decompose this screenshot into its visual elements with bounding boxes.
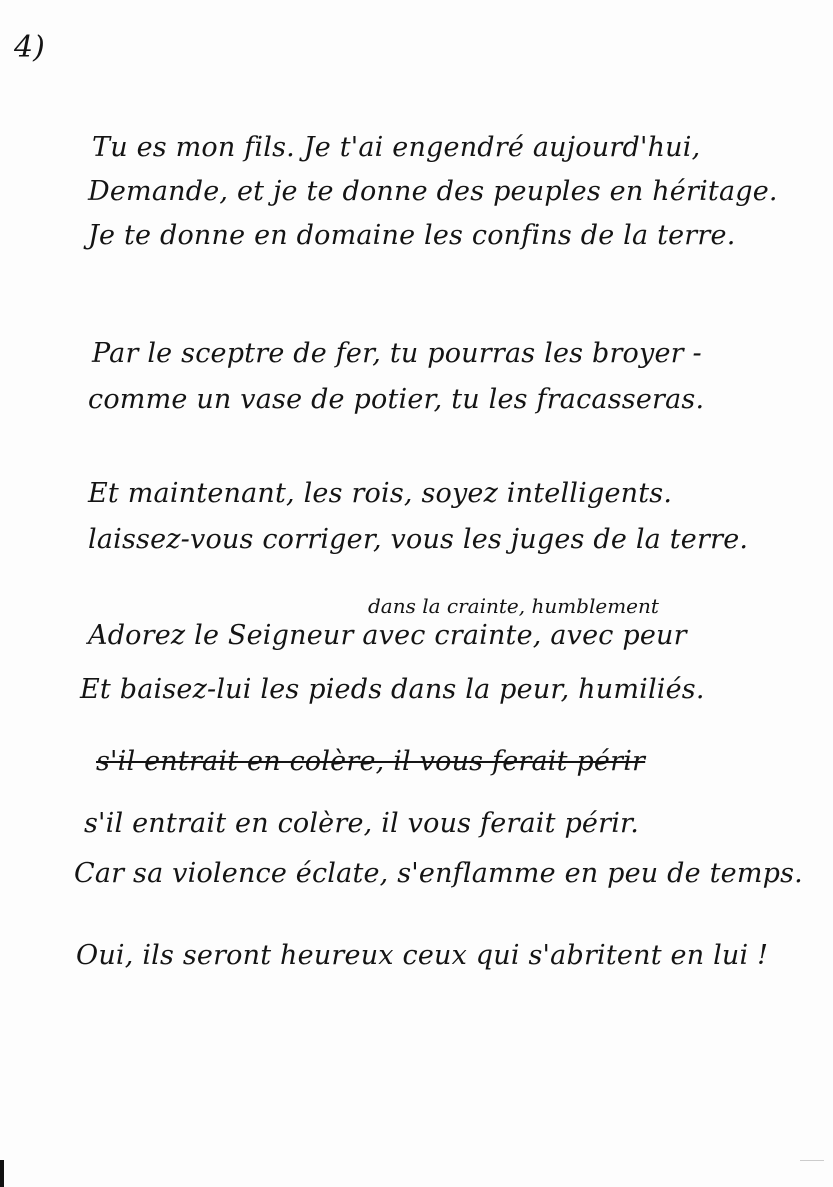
line-4: Par le sceptre de fer, tu pourras les broyer - [92,338,702,369]
line-8: Adorez le Seigneur avec crainte, avec peur [88,620,687,651]
line-2: Demande, et je te donne des peuples en héritage. [88,176,778,207]
line-3: Je te donne en domaine les confins de la terre. [88,220,736,251]
line-11: s'il entrait en colère, il vous ferait périr. [84,808,639,839]
line-12: Car sa violence éclate, s'enflamme en peu de temps. [74,858,803,889]
line-6: Et maintenant, les rois, soyez intelligents. [88,478,673,509]
insertion-note: dans la crainte, humblement [368,594,659,618]
line-7: laissez-vous corriger, vous les juges de la terre. [88,524,749,555]
line-10-struck: s'il entrait en colère, il vous ferait périr [96,746,646,777]
page-number: 4) [14,30,45,65]
line-1: Tu es mon fils. Je t'ai engendré aujourd'hui, [92,132,701,163]
scan-corner-mark [800,1160,824,1161]
line-13: Oui, ils seront heureux ceux qui s'abritent en lui ! [76,940,769,971]
scan-edge-mark [0,1160,4,1187]
line-5: comme un vase de potier, tu les fracasseras. [88,384,705,415]
line-9: Et baisez-lui les pieds dans la peur, humiliés. [80,674,705,705]
